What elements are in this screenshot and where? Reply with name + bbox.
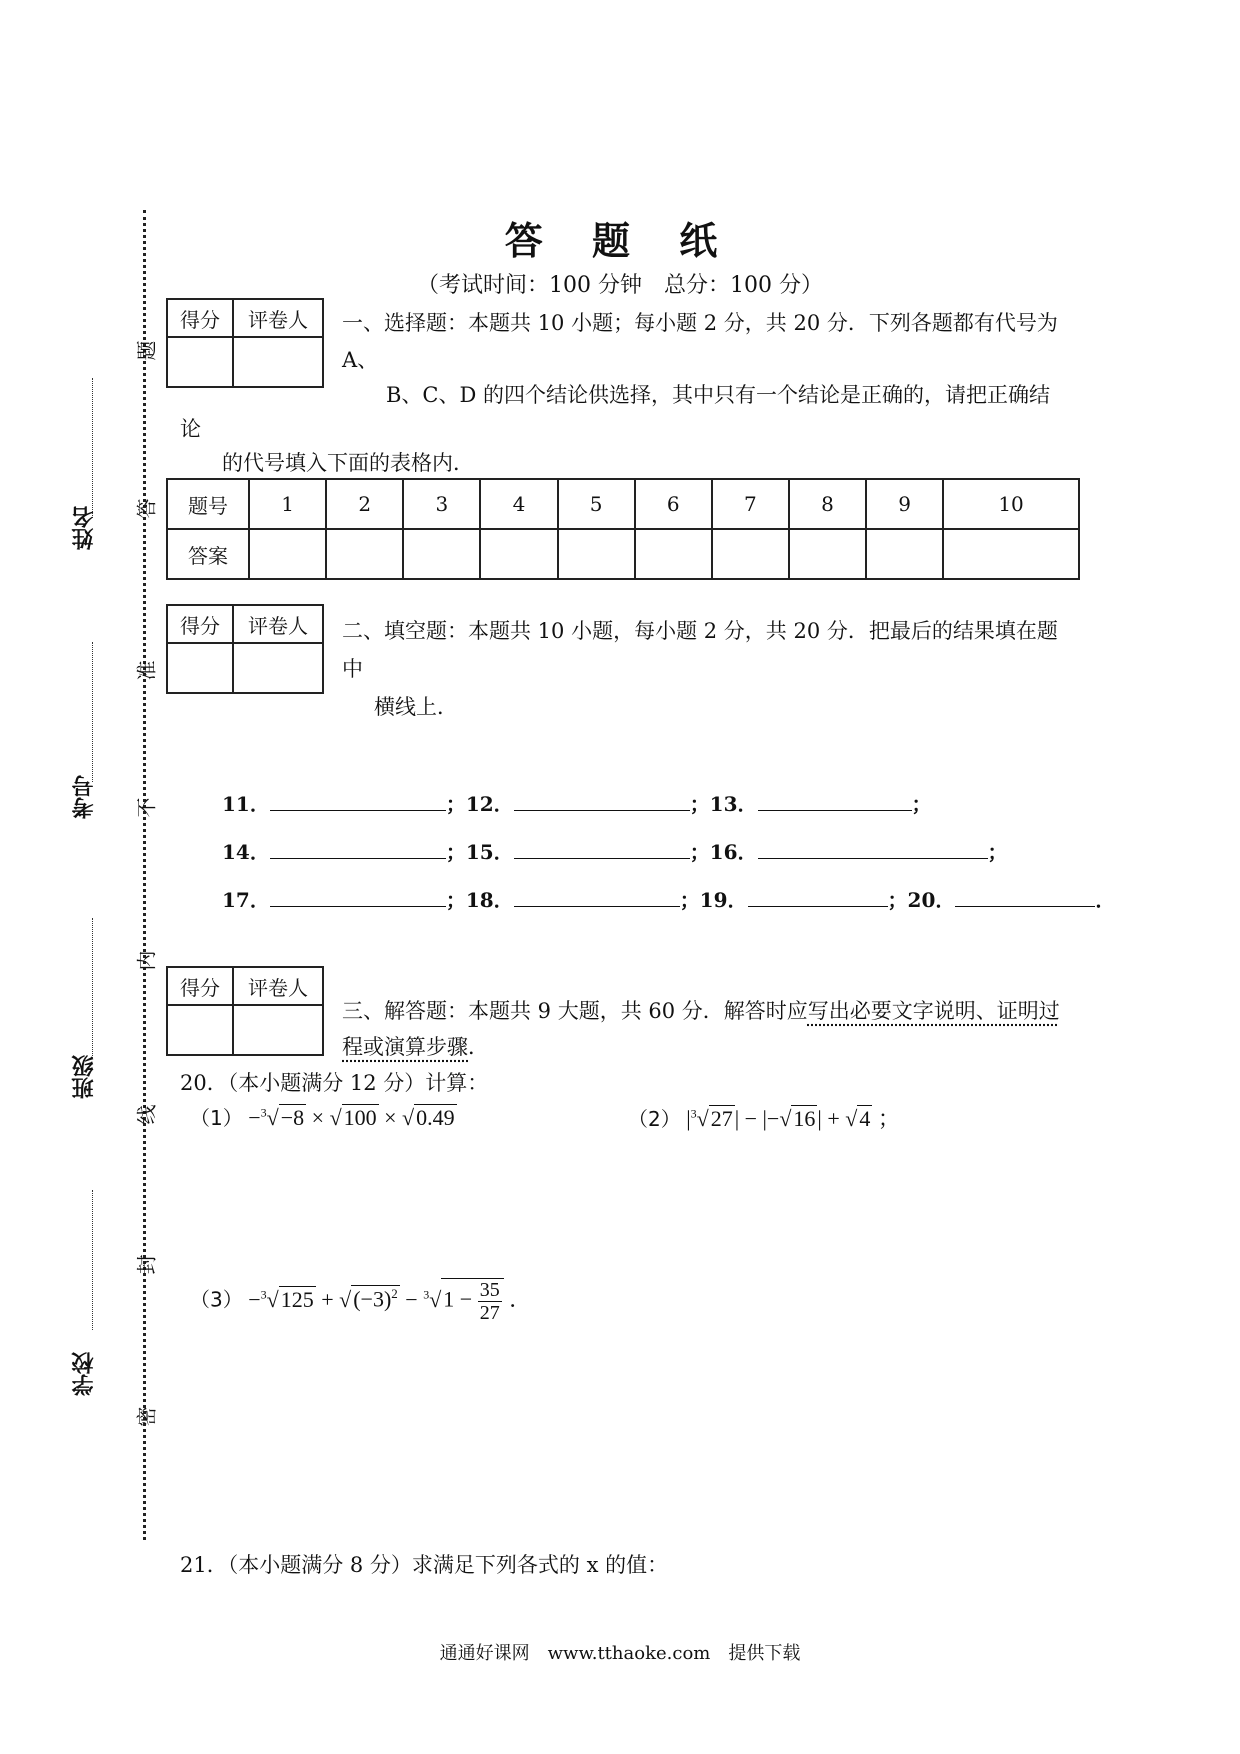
row-label-answer: 答案 <box>167 529 249 579</box>
grader-cell[interactable] <box>233 1005 323 1055</box>
q20-part1 <box>190 1102 457 1131</box>
q15-blank[interactable] <box>514 834 690 859</box>
seal-char-2: 答 <box>134 498 159 519</box>
row3-end: ． <box>1095 888 1116 912</box>
section1-line4: 论 <box>180 417 201 441</box>
answer-cell[interactable] <box>712 529 789 579</box>
seal-char-1: 题 <box>134 340 159 361</box>
section2-line2: 中 <box>342 657 363 681</box>
answer-cell[interactable] <box>403 529 480 579</box>
class-write-line[interactable] <box>92 918 93 1058</box>
row1-end: ； <box>911 792 932 816</box>
section2-line3: 横线上． <box>374 695 458 719</box>
q20-part2-label: （2） <box>628 1107 681 1131</box>
section3-line2-text: 程或演算步骤 <box>342 1035 468 1059</box>
score-box-3 <box>166 966 324 1056</box>
q12-blank[interactable] <box>514 786 690 811</box>
question-number: 5 <box>558 479 635 529</box>
binding-dotted-line <box>143 210 146 1540</box>
q20-part2 <box>628 1102 900 1133</box>
name-write-line[interactable] <box>92 378 93 518</box>
q20-part1-formula: −$^3$√−8 × √100 × √0.49 <box>248 1105 455 1130</box>
seal-char-7: 封 <box>134 1254 159 1275</box>
seal-char-6: 线 <box>134 1104 159 1125</box>
answer-cell[interactable] <box>558 529 635 579</box>
class-label: 班级 <box>71 1055 97 1099</box>
q19-label: ；19． <box>679 888 748 912</box>
section3-line2-end: ． <box>468 1035 489 1059</box>
q20-label: ；20． <box>887 888 956 912</box>
row2-end: ； <box>987 840 1008 864</box>
fill-row-1 <box>222 786 932 817</box>
section1-line3: B、C、D 的四个结论供选择，其中只有一个结论是正确的，请把正确结 <box>386 383 1051 407</box>
section1-line2: A、 <box>342 348 379 372</box>
seal-char-5: 内 <box>134 950 159 971</box>
q17-label: 17． <box>222 888 270 912</box>
answer-cell[interactable] <box>635 529 712 579</box>
q16-blank[interactable] <box>758 834 988 859</box>
footer-source: 通通好课网 www.tthaoke.com 提供下载 <box>439 1643 801 1664</box>
q20-part3-label: （3） <box>190 1287 243 1312</box>
question-number: 6 <box>635 479 712 529</box>
grader-cell[interactable] <box>233 643 323 693</box>
score-box-2 <box>166 604 324 694</box>
q18-label: ；18． <box>445 888 514 912</box>
question-number: 8 <box>789 479 866 529</box>
school-label: 学校 <box>71 1352 97 1396</box>
answer-cell[interactable] <box>326 529 403 579</box>
q17-blank[interactable] <box>270 882 446 907</box>
q19-blank[interactable] <box>748 882 888 907</box>
question-number: 9 <box>866 479 943 529</box>
answer-cell[interactable] <box>480 529 557 579</box>
section1-line5: 的代号填入下面的表格内． <box>222 451 474 475</box>
answer-cell[interactable] <box>789 529 866 579</box>
score-cell[interactable] <box>167 643 233 693</box>
name-label: 姓名 <box>71 506 97 550</box>
question-21-heading: 21．（本小题满分 8 分）求满足下列各式的 x 的值： <box>180 1553 669 1577</box>
score-label: 得分 <box>167 299 233 337</box>
seal-char-3: 准 <box>134 660 159 681</box>
section1-line1: 一、选择题：本题共 10 小题；每小题 2 分，共 20 分．下列各题都有代号为 <box>342 311 1058 335</box>
q13-blank[interactable] <box>758 786 912 811</box>
answer-cell[interactable] <box>249 529 326 579</box>
question-number: 2 <box>326 479 403 529</box>
seal-char-4: 不 <box>134 797 159 818</box>
grader-label: 评卷人 <box>233 605 323 643</box>
q14-blank[interactable] <box>270 834 446 859</box>
q20-part3 <box>190 1278 531 1324</box>
q12-label: ；12． <box>445 792 514 816</box>
q16-label: ；16． <box>689 840 758 864</box>
exam-number-label: 考号 <box>71 775 97 819</box>
school-write-line[interactable] <box>92 1190 93 1330</box>
question-number: 7 <box>712 479 789 529</box>
question-number: 1 <box>249 479 326 529</box>
score-cell[interactable] <box>167 1005 233 1055</box>
q11-label: 11． <box>222 792 270 816</box>
fill-row-2 <box>222 834 1008 865</box>
section3-line2 <box>342 1030 489 1064</box>
q20-part2-formula: $|^3√27| - |-√16| + √4$ ； <box>686 1106 900 1131</box>
grader-label: 评卷人 <box>233 967 323 1005</box>
seal-char-8: 密 <box>134 1406 159 1427</box>
section2-line1: 二、填空题：本题共 10 小题，每小题 2 分，共 20 分．把最后的结果填在题 <box>342 619 1058 643</box>
question-number: 10 <box>943 479 1079 529</box>
row-label-question-number: 题号 <box>167 479 249 529</box>
q14-label: 14． <box>222 840 270 864</box>
answer-cell[interactable] <box>943 529 1079 579</box>
q15-label: ；15． <box>445 840 514 864</box>
answer-table <box>166 478 1080 580</box>
grader-label: 评卷人 <box>233 299 323 337</box>
section3-line1-b: 写出必要文字说明、证明过 <box>807 999 1060 1023</box>
score-label: 得分 <box>167 967 233 1005</box>
section3-line1 <box>342 994 1060 1028</box>
q20-blank[interactable] <box>955 882 1095 907</box>
q13-label: ；13． <box>689 792 758 816</box>
q11-blank[interactable] <box>270 786 446 811</box>
page-title: 答 题 纸 <box>504 218 736 263</box>
section3-line1-a: 三、解答题：本题共 9 大题，共 60 分．解答时应 <box>342 999 808 1023</box>
exam-number-write-line[interactable] <box>92 642 93 782</box>
grader-cell[interactable] <box>233 337 323 387</box>
score-cell[interactable] <box>167 337 233 387</box>
score-box-1 <box>166 298 324 388</box>
score-label: 得分 <box>167 605 233 643</box>
q20-part1-label: （1） <box>190 1106 243 1130</box>
fill-row-3 <box>222 882 1115 913</box>
exam-info: （考试时间：100 分钟 总分：100 分） <box>417 273 823 298</box>
question-number: 4 <box>480 479 557 529</box>
question-20-heading: 20．（本小题满分 12 分）计算： <box>180 1071 489 1095</box>
q18-blank[interactable] <box>514 882 680 907</box>
q20-part3-formula: $-^3√125 + √(-3)^2 - ^3√1$ − $\frac{35}{27}$ ． <box>248 1279 532 1324</box>
question-number: 3 <box>403 479 480 529</box>
answer-cell[interactable] <box>866 529 943 579</box>
